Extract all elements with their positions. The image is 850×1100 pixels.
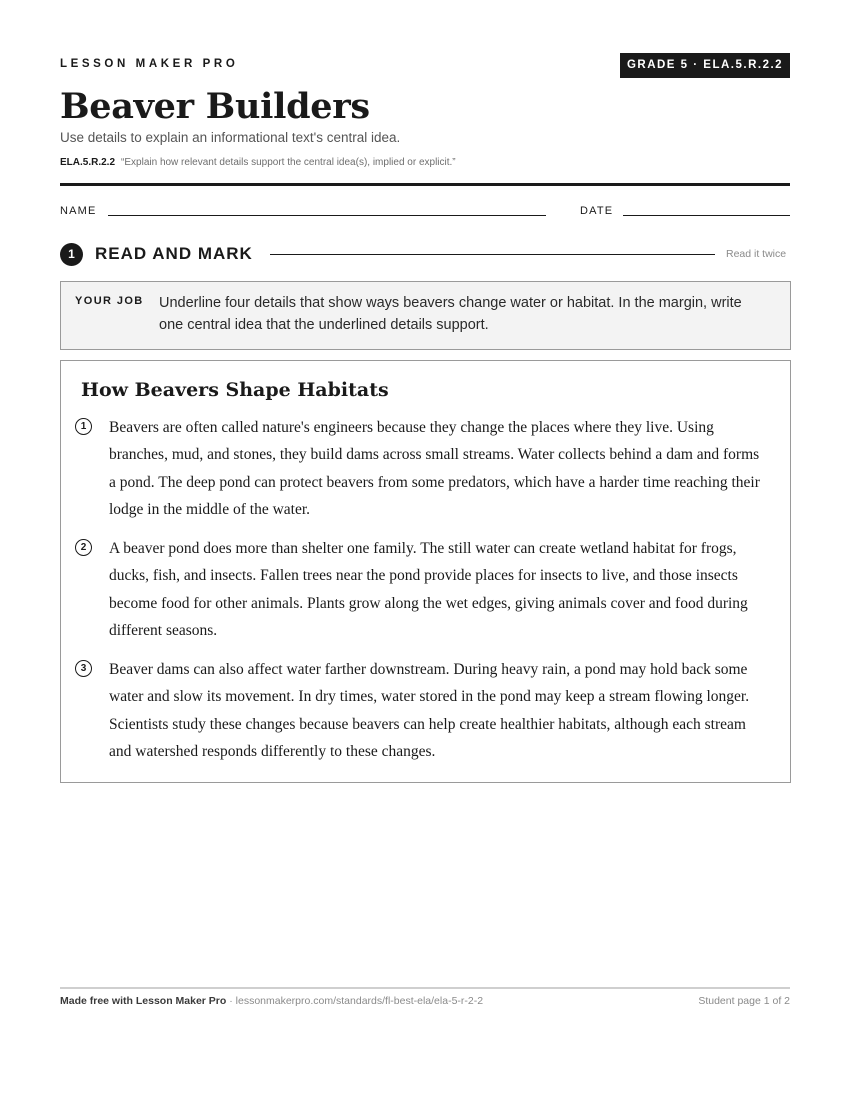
passage-title: How Beavers Shape Habitats bbox=[81, 379, 389, 401]
date-label: DATE bbox=[580, 205, 614, 217]
paragraph-number: 3 bbox=[75, 660, 92, 677]
section-divider bbox=[270, 254, 715, 255]
page-indicator: Student page 1 of 2 bbox=[698, 995, 790, 1007]
footer-divider bbox=[60, 987, 790, 989]
worksheet-title: Beaver Builders bbox=[60, 86, 370, 127]
paragraph-text: A beaver pond does more than shelter one family. The still water can create wetland habitat for frogs, ducks, fish, and insects. Fallen trees near the pond provide places for insects to live, and those insects become food for other animals. Plants grow along the wet edges, giving animals cover and food during different seasons. bbox=[109, 540, 748, 639]
footer-made-with: Made free with Lesson Maker Pro bbox=[60, 995, 227, 1007]
footer-credit bbox=[60, 995, 483, 1007]
reading-passage bbox=[60, 360, 791, 783]
standard-description: “Explain how relevant details support the central idea(s), implied or explicit.” bbox=[121, 157, 456, 168]
worksheet-subtitle: Use details to explain an informational text's central idea. bbox=[60, 130, 401, 145]
paragraph-text: Beaver dams can also affect water farther downstream. During heavy rain, a pond may hold back some water and slow its movement. In dry times, water stored in the pond may keep a stream flowing longer. Scientists study these changes because beavers can help create healthier habitats, although each stream and watershed responds differently to these changes. bbox=[109, 661, 750, 760]
task-instructions: Underline four details that show ways beavers change water or habitat. In the margin, write one central idea that the underlined details support. bbox=[159, 295, 742, 333]
task-label: YOUR JOB bbox=[75, 295, 144, 307]
section-number-badge: 1 bbox=[60, 243, 83, 266]
header-divider bbox=[60, 183, 790, 186]
grade-badge: GRADE 5 · ELA.5.R.2.2 bbox=[620, 53, 790, 78]
date-field[interactable] bbox=[623, 215, 790, 216]
standard-code: ELA.5.R.2.2 bbox=[60, 157, 116, 168]
name-field[interactable] bbox=[108, 215, 546, 216]
paragraph-text: Beavers are often called nature's engineers because they change the places where they live. Using branches, mud, and stones, they build dams across small streams. Water collects behind a dam and forms a pond. The deep pond can protect beavers from some predators, which have a harder time reaching their lodge in the middle of the water. bbox=[109, 419, 760, 518]
task-box bbox=[60, 281, 791, 350]
footer-url[interactable]: · lessonmakerpro.com/standards/fl-best-ela/ela-5-r-2-2 bbox=[226, 995, 484, 1007]
name-label: NAME bbox=[60, 205, 97, 217]
brand-name: LESSON MAKER PRO bbox=[60, 58, 239, 70]
section-title: READ AND MARK bbox=[95, 244, 253, 263]
paragraph-number: 2 bbox=[75, 539, 92, 556]
paragraph-number: 1 bbox=[75, 418, 92, 435]
standard-line bbox=[60, 157, 456, 168]
section-note: Read it twice bbox=[726, 248, 787, 260]
